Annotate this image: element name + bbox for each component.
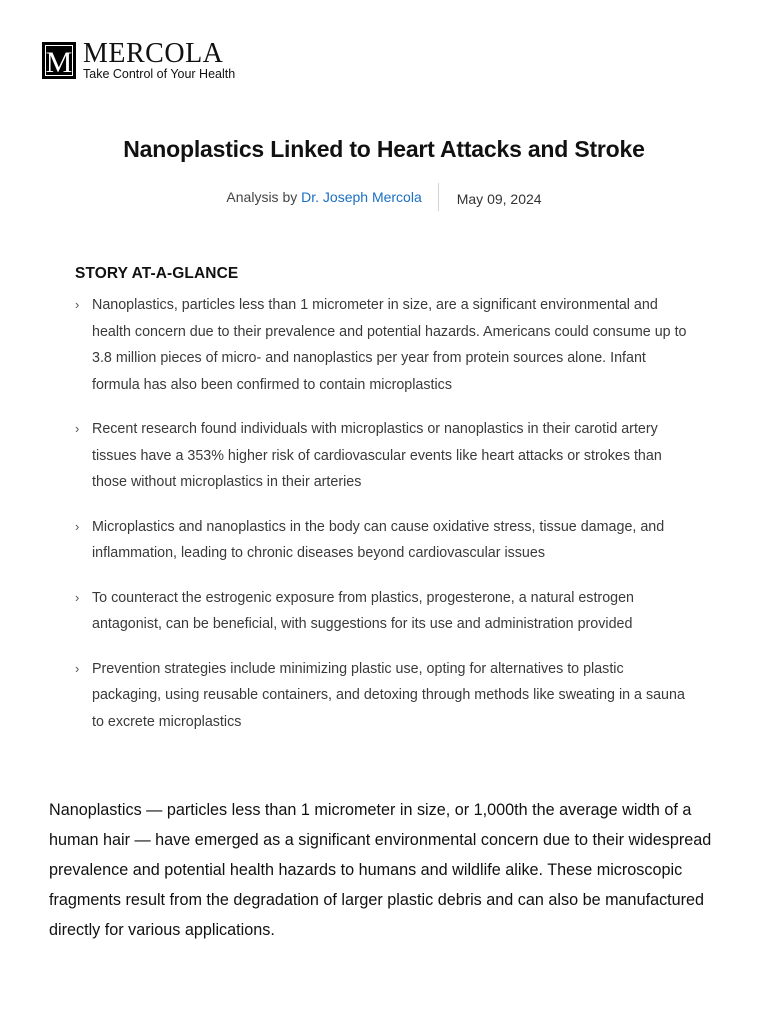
- list-item: [75, 292, 695, 398]
- chevron-right-icon: ›: [75, 518, 80, 534]
- byline-author: [226, 183, 437, 211]
- byline: [0, 183, 768, 211]
- mercola-logo[interactable]: [42, 38, 236, 82]
- article-title: Nanoplastics Linked to Heart Attacks and Stroke: [123, 136, 645, 162]
- byline-prefix: Analysis by: [226, 189, 298, 205]
- logo-text: [83, 38, 236, 82]
- story-at-a-glance: [75, 264, 695, 753]
- list-item: [75, 514, 695, 567]
- chevron-right-icon: ›: [75, 421, 80, 436]
- author-link[interactable]: Dr. Joseph Mercola: [301, 189, 422, 205]
- list-item: [75, 585, 695, 638]
- logo-name: MERCOLA: [83, 38, 224, 69]
- glance-item-text: Recent research found individuals with microplastics or nanoplastics in their carotid artery tissues have a 353% higher risk of cardiovascular events like heart attacks or strokes than those without microplastics in their arteries: [92, 421, 662, 490]
- chevron-right-icon: ›: [75, 297, 80, 312]
- glance-list: [75, 292, 695, 735]
- article-body-paragraph: Nanoplastics — particles less than 1 micrometer in size, or 1,000th the average width of a human hair — have emerged as a significant environmental concern due to their widespread prevalence and potential health hazards to humans and wildlife alike. These microscopic fragments result from the degradation of larger plastic debris and can also be manufactured directly for various applications.: [49, 801, 712, 939]
- chevron-right-icon: ›: [75, 589, 80, 605]
- glance-item-text: To counteract the estrogenic exposure from plastics, progesterone, a natural estrogen antagonist, can be beneficial, with suggestions for its use and administration provided: [92, 589, 634, 632]
- glance-heading: STORY AT-A-GLANCE: [75, 265, 239, 282]
- chevron-right-icon: ›: [75, 660, 80, 676]
- list-item: [75, 416, 695, 496]
- glance-item-text: Prevention strategies include minimizing plastic use, opting for alternatives to plastic packaging, using reusable containers, and detoxing through methods like sweating in a sauna to excrete microplastics: [92, 660, 685, 730]
- glance-item-text: Microplastics and nanoplastics in the body can cause oxidative stress, tissue damage, and inflammation, leading to chronic diseases beyond cardiovascular issues: [92, 518, 665, 561]
- logo-mark: M: [42, 42, 76, 79]
- logo-tagline: Take Control of Your Health: [83, 67, 236, 81]
- list-item: [75, 656, 695, 736]
- publish-date: May 09, 2024: [456, 191, 542, 207]
- glance-item-text: Nanoplastics, particles less than 1 micrometer in size, are a significant environmental and health concern due to their prevalence and potential hazards. Americans could consume up to 3.8 million pieces of micro- and nanoplastics per year from protein sources alone. Infant formula has also been confirmed to contain microplastics: [92, 297, 687, 393]
